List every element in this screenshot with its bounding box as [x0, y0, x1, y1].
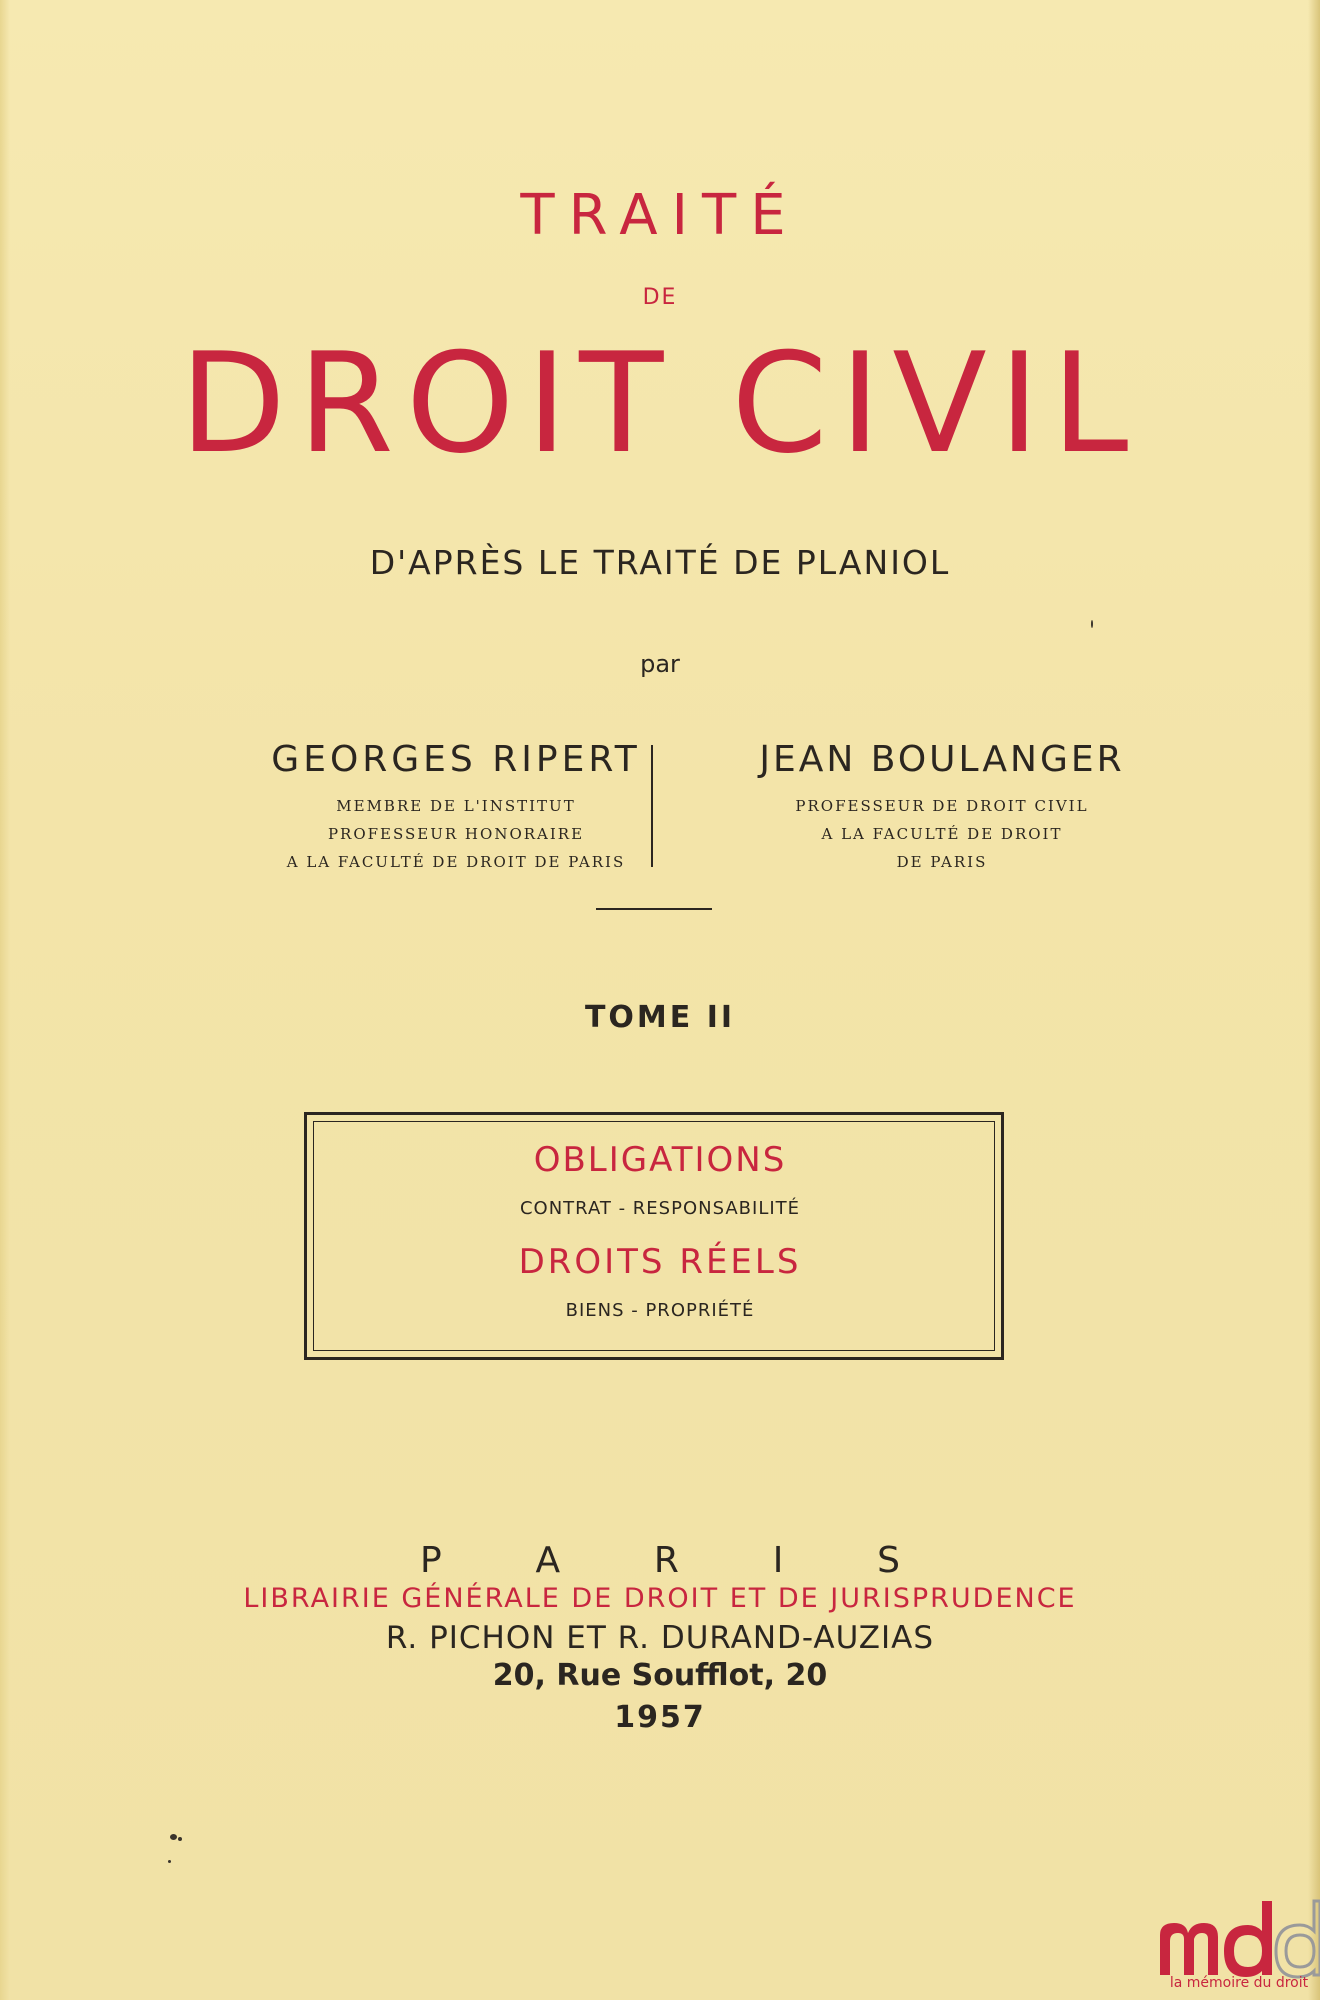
author-boulanger [662, 738, 1222, 876]
paper-speck [170, 1834, 177, 1840]
paper-speck [168, 1860, 171, 1863]
author-title-line: MEMBRE DE L'INSTITUT [336, 797, 576, 815]
paper-speck [178, 1837, 182, 1841]
author-divider [651, 745, 653, 867]
box-heading-droits-reels: DROITS RÉELS [518, 1242, 802, 1282]
watermark-text: la mémoire du droit [1169, 1975, 1309, 1991]
city-letter: R [653, 1540, 679, 1581]
publisher-name: LIBRAIRIE GÉNÉRALE DE DROIT ET DE JURISPRUDENCE [243, 1583, 1077, 1614]
title-droit-civil: DROIT CIVIL [179, 323, 1141, 484]
publisher-city [420, 1540, 900, 1581]
box-heading-obligations: OBLIGATIONS [533, 1140, 787, 1180]
box-subheading-biens: BIENS - PROPRIÉTÉ [565, 1300, 755, 1321]
author-title-line: A LA FACULTÉ DE DROIT DE PARIS [286, 853, 626, 871]
author-title-line: PROFESSEUR DE DROIT CIVIL [795, 797, 1089, 815]
publication-year: 1957 [614, 1700, 706, 1735]
city-letter: I [772, 1540, 784, 1581]
title-de: DE [642, 285, 678, 310]
par-label: par [640, 650, 680, 678]
title-traite: TRAITÉ [520, 183, 800, 248]
city-letter: P [420, 1540, 442, 1581]
author-title-line: A LA FACULTÉ DE DROIT [821, 825, 1063, 843]
author-name: GEORGES RIPERT [271, 739, 641, 780]
tome-label: TOME II [584, 1000, 736, 1035]
section-rule [596, 908, 712, 910]
box-subheading-contrat: CONTRAT - RESPONSABILITÉ [519, 1198, 801, 1219]
publisher-address: 20, Rue Soufflot, 20 [492, 1658, 828, 1693]
author-title-line: DE PARIS [896, 853, 988, 871]
city-letter: S [877, 1540, 900, 1581]
author-name: JEAN BOULANGER [759, 739, 1125, 780]
subtitle: D'APRÈS LE TRAITÉ DE PLANIOL [369, 543, 951, 582]
paper-speck [1091, 620, 1093, 628]
publisher-owners: R. PICHON ET R. DURAND-AUZIAS [385, 1620, 935, 1656]
city-letter: A [535, 1540, 561, 1581]
author-title-line: PROFESSEUR HONORAIRE [327, 825, 585, 843]
